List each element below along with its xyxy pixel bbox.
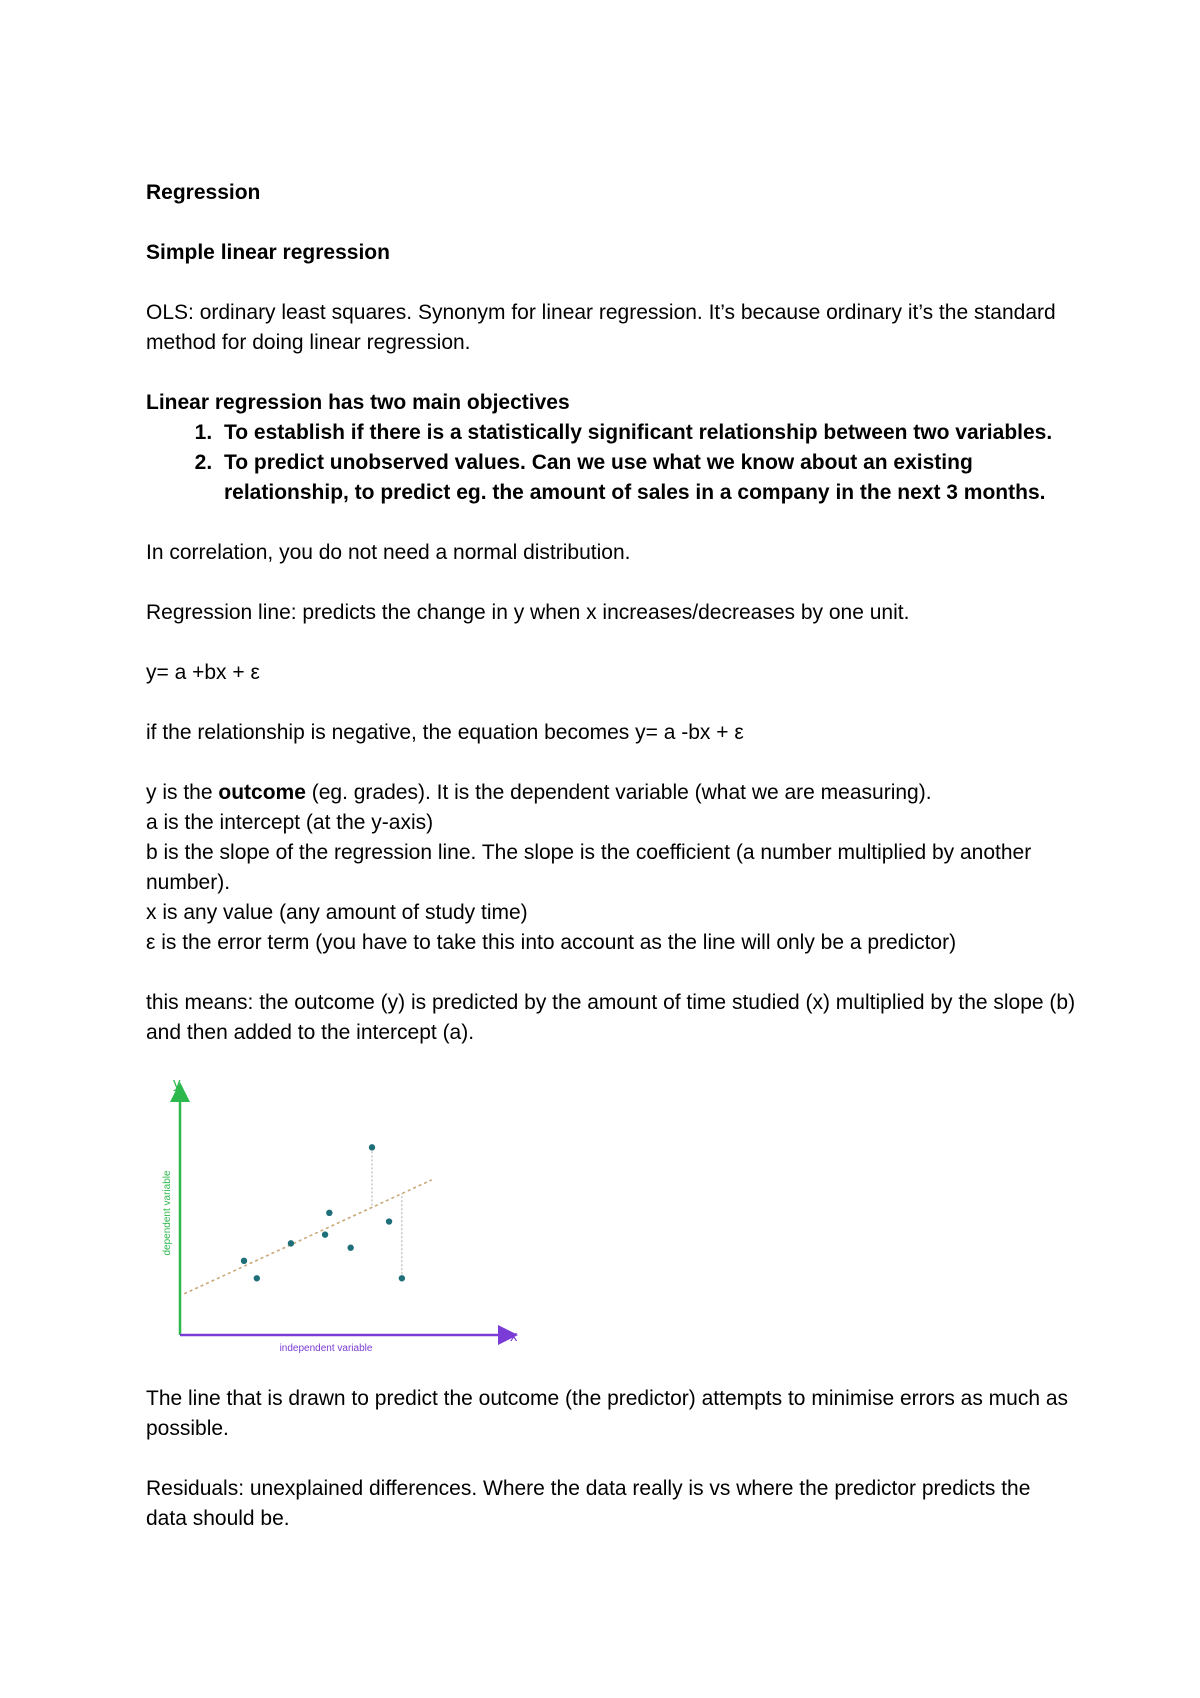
correlation-note: In correlation, you do not need a normal distribution. xyxy=(146,541,631,564)
residuals-note: Residuals: unexplained differences. Where the data really is vs where the predictor predicts the data should be. xyxy=(146,1477,1031,1530)
heading: Regression xyxy=(146,181,261,204)
regression-trendline xyxy=(184,1180,431,1294)
x-axis-label: independent variable xyxy=(279,1343,373,1354)
data-point xyxy=(322,1231,328,1237)
equation: y= a +bx + ε xyxy=(146,661,260,684)
definition-e: ε is the error term (you have to take this into account as the line will only be a predictor) xyxy=(146,931,957,954)
definition-y-prefix: y is the xyxy=(146,781,219,804)
definition-y-suffix: (eg. grades). It is the dependent variable (what we are measuring). xyxy=(305,781,932,804)
data-point xyxy=(288,1240,294,1246)
negative-equation: if the relationship is negative, the equation becomes y= a -bx + ε xyxy=(146,721,744,744)
data-point xyxy=(254,1275,260,1281)
meaning-paragraph: this means: the outcome (y) is predicted by the amount of time studied (x) multiplied by the slope (b) and then added to the intercept (a). xyxy=(146,991,1076,1044)
document-body-lower xyxy=(146,1384,1076,1534)
objective-item: 1. To establish if there is a statistically significant relationship between two variables. xyxy=(218,418,1076,448)
objectives-title: Linear regression has two main objectives xyxy=(146,391,570,414)
data-point xyxy=(386,1218,392,1224)
data-point xyxy=(369,1144,375,1150)
predictor-note: The line that is drawn to predict the outcome (the predictor) attempts to minimise errors as much as possible. xyxy=(146,1387,1069,1440)
document-body xyxy=(146,178,1076,1048)
definition-a: a is the intercept (at the y-axis) xyxy=(146,811,434,834)
data-point xyxy=(326,1210,332,1216)
y-axis-label: dependent variable xyxy=(162,1170,173,1256)
regression-figure xyxy=(146,1068,546,1358)
y-axis-symbol: y xyxy=(173,1075,181,1092)
scatter-chart xyxy=(146,1068,546,1358)
definition-y xyxy=(146,778,1076,808)
objective-item: 2. To predict unobserved values. Can we use what we know about an existing relationship, to predict eg. the amount of sales in a company in the next 3 months. xyxy=(218,448,1076,508)
subheading: Simple linear regression xyxy=(146,241,390,264)
definition-x: x is any value (any amount of study time) xyxy=(146,901,528,924)
regression-line-definition: Regression line: predicts the change in y when x increases/decreases by one unit. xyxy=(146,601,910,624)
definition-y-outcome: outcome xyxy=(218,781,306,804)
ols-paragraph: OLS: ordinary least squares. Synonym for linear regression. It’s because ordinary it’s the standard method for doing linear regression. xyxy=(146,301,1056,354)
data-point xyxy=(347,1245,353,1251)
data-point xyxy=(399,1275,405,1281)
data-point xyxy=(241,1258,247,1264)
x-axis-symbol: x xyxy=(510,1328,518,1345)
objectives-list xyxy=(146,418,1076,508)
definition-b: b is the slope of the regression line. The slope is the coefficient (a number multiplied by another number). xyxy=(146,841,1032,894)
